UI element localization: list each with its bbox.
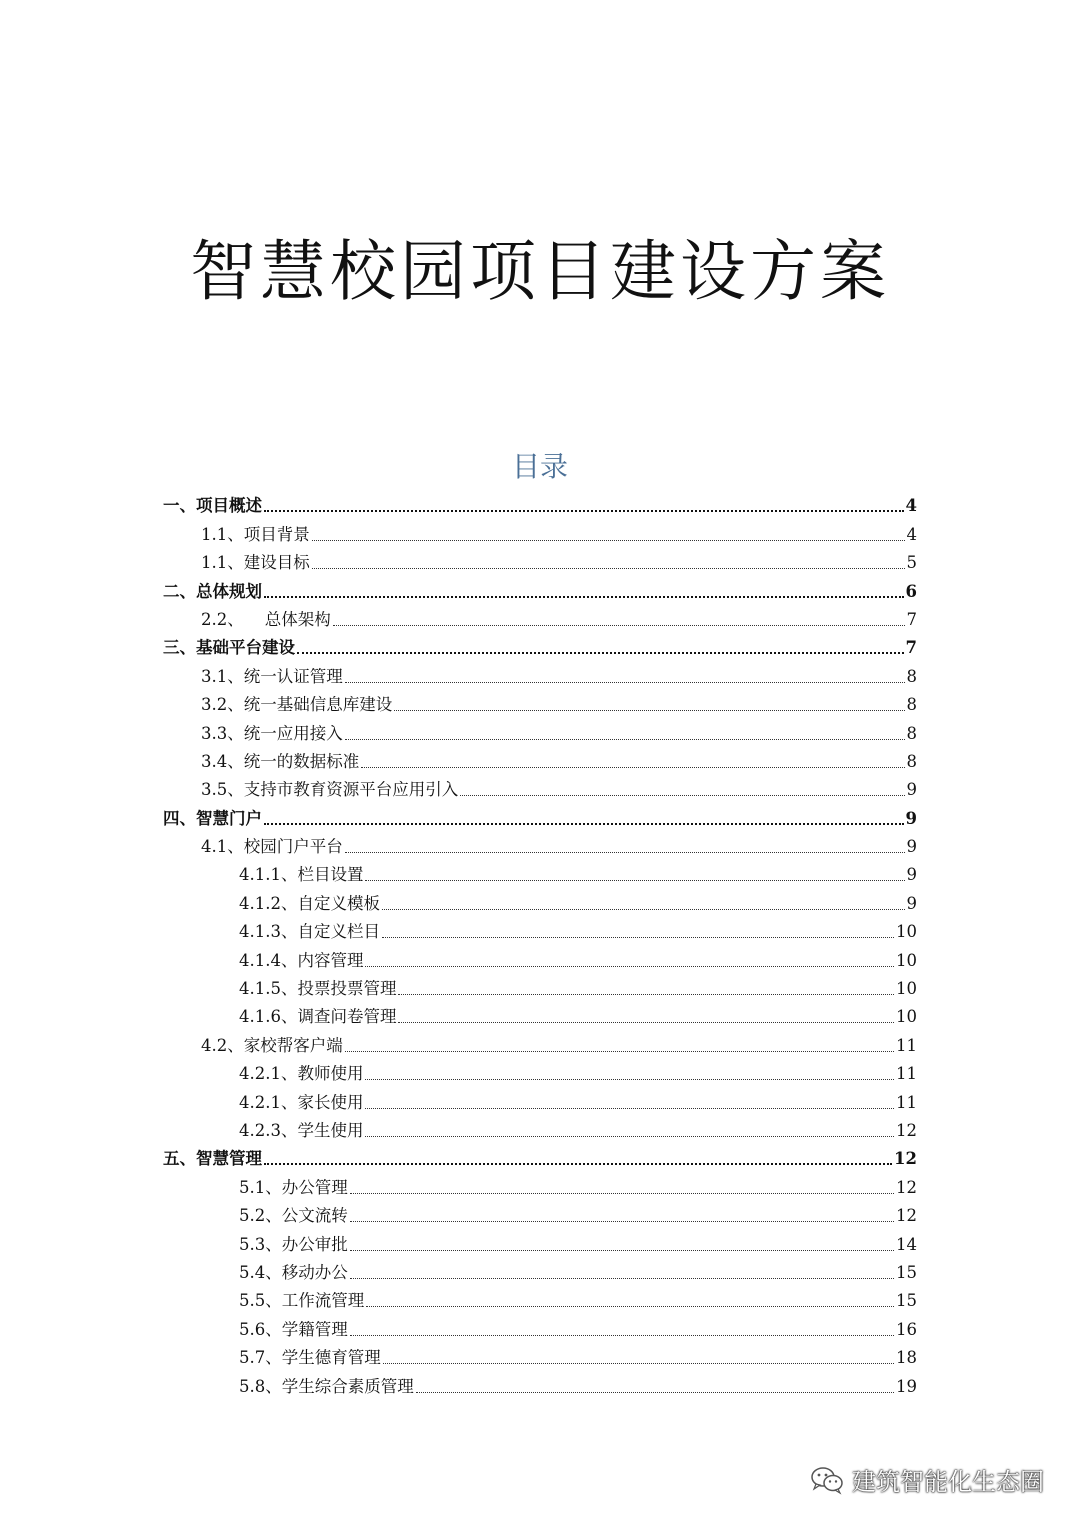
toc-entry[interactable] xyxy=(163,1343,917,1371)
toc-leader-dots xyxy=(361,766,904,768)
toc-leader-dots xyxy=(345,681,905,683)
toc-entry[interactable] xyxy=(163,1371,917,1399)
watermark-text: 建筑智能化生态圈 xyxy=(852,1468,1044,1496)
toc-entry-label: 一、项目概述 xyxy=(163,496,262,516)
toc-entry-label: 4.1.4、内容管理 xyxy=(239,950,364,970)
toc-entry-page: 11 xyxy=(896,1035,917,1055)
toc-entry-label: 5.4、移动办公 xyxy=(239,1262,348,1282)
toc-entry-label: 4.1.1、栏目设置 xyxy=(239,865,364,885)
toc-entry-page: 9 xyxy=(906,780,917,800)
toc-entry[interactable] xyxy=(163,974,917,1002)
toc-entry[interactable] xyxy=(163,1314,917,1342)
toc-leader-dots xyxy=(350,1277,894,1279)
toc-entry-label: 3.3、统一应用接入 xyxy=(201,723,343,743)
toc-entry[interactable] xyxy=(163,1258,917,1286)
toc-entry-page: 11 xyxy=(896,1064,917,1084)
toc-entry-page: 14 xyxy=(896,1234,917,1254)
toc-entry[interactable] xyxy=(163,690,917,718)
toc-entry-page: 9 xyxy=(905,808,917,828)
toc-entry-page: 8 xyxy=(906,666,917,686)
toc-entry[interactable] xyxy=(163,1229,917,1257)
toc-leader-dots xyxy=(365,879,904,881)
toc-entry-label: 四、智慧门户 xyxy=(163,808,262,828)
toc-entry-label: 2.2、 总体架构 xyxy=(201,609,331,629)
toc-entry-label: 1.1、建设目标 xyxy=(201,553,310,573)
toc-entry-label: 4.1.6、调查问卷管理 xyxy=(239,1007,397,1027)
toc-entry[interactable] xyxy=(163,803,917,831)
toc-entry-label: 5.3、办公审批 xyxy=(239,1234,348,1254)
toc-entry-label: 4.1.3、自定义栏目 xyxy=(239,922,380,942)
toc-entry-page: 9 xyxy=(906,865,917,885)
toc-entry[interactable] xyxy=(163,548,917,576)
toc-entry-label: 4.1.5、投票投票管理 xyxy=(239,979,397,999)
toc-entry-page: 9 xyxy=(906,893,917,913)
toc-leader-dots xyxy=(382,908,905,910)
toc-entry[interactable] xyxy=(163,633,917,661)
toc-entry-label: 4.1、校园门户平台 xyxy=(201,837,343,857)
toc-entry-page: 15 xyxy=(896,1291,917,1311)
toc-entry[interactable] xyxy=(163,888,917,916)
toc-entry-page: 7 xyxy=(905,638,917,658)
toc-leader-dots xyxy=(264,822,904,825)
toc-entry-label: 3.4、统一的数据标准 xyxy=(201,751,360,771)
toc-entry[interactable] xyxy=(163,917,917,945)
toc-entry-label: 5.2、公文流转 xyxy=(239,1206,348,1226)
toc-entry[interactable] xyxy=(163,832,917,860)
toc-entry[interactable] xyxy=(163,1144,917,1172)
toc-leader-dots xyxy=(382,936,894,938)
toc-entry-page: 8 xyxy=(906,723,917,743)
toc-entry-page: 4 xyxy=(906,524,917,544)
watermark xyxy=(810,1462,1044,1497)
toc-entry-page: 12 xyxy=(894,1149,917,1169)
toc-entry[interactable] xyxy=(163,747,917,775)
toc-leader-dots xyxy=(365,1078,894,1080)
toc-entry[interactable] xyxy=(163,945,917,973)
toc-entry-page: 5 xyxy=(906,553,917,573)
toc-entry[interactable] xyxy=(163,576,917,604)
toc-leader-dots xyxy=(365,965,894,967)
toc-leader-dots xyxy=(365,1135,894,1137)
toc-entry-label: 3.2、统一基础信息库建设 xyxy=(201,695,393,715)
toc-entry-page: 4 xyxy=(905,496,917,516)
toc-entry[interactable] xyxy=(163,491,917,519)
toc-entry[interactable] xyxy=(163,1116,917,1144)
toc-entry-label: 1.1、项目背景 xyxy=(201,524,310,544)
toc-leader-dots xyxy=(398,1021,894,1023)
toc-heading: 目录 xyxy=(511,450,568,483)
toc-leader-dots xyxy=(345,738,905,740)
toc-entry-page: 19 xyxy=(896,1376,917,1396)
wechat-icon xyxy=(810,1465,844,1495)
toc-entry-page: 16 xyxy=(896,1319,917,1339)
toc-entry-label: 3.1、统一认证管理 xyxy=(201,666,343,686)
toc-entry-page: 12 xyxy=(896,1206,917,1226)
toc-entry[interactable] xyxy=(163,718,917,746)
toc-entry[interactable] xyxy=(163,1059,917,1087)
toc-entry[interactable] xyxy=(163,1002,917,1030)
toc-leader-dots xyxy=(350,1249,894,1251)
toc-entry-page: 7 xyxy=(906,609,917,629)
toc-leader-dots xyxy=(350,1192,894,1194)
toc-entry[interactable] xyxy=(163,1030,917,1058)
toc-entry-label: 4.2、家校帮客户端 xyxy=(201,1035,343,1055)
toc-entry-label: 3.5、支持市教育资源平台应用引入 xyxy=(201,780,459,800)
toc-entry-page: 10 xyxy=(896,1007,917,1027)
toc-leader-dots xyxy=(345,851,905,853)
toc-entry[interactable] xyxy=(163,775,917,803)
toc-leader-dots xyxy=(264,509,904,512)
toc-entry-page: 15 xyxy=(896,1262,917,1282)
toc-entry-page: 10 xyxy=(896,950,917,970)
toc-entry[interactable] xyxy=(163,860,917,888)
toc-entry-label: 4.2.1、教师使用 xyxy=(239,1064,364,1084)
toc-entry[interactable] xyxy=(163,661,917,689)
toc-entry-page: 8 xyxy=(906,751,917,771)
toc-entry-label: 5.5、工作流管理 xyxy=(239,1291,365,1311)
toc-leader-dots xyxy=(366,1305,894,1307)
toc-leader-dots xyxy=(460,794,904,796)
toc-entry-label: 二、总体规划 xyxy=(163,581,262,601)
toc-entry[interactable] xyxy=(163,1201,917,1229)
toc-leader-dots xyxy=(297,651,904,654)
toc-entry-label: 5.6、学籍管理 xyxy=(239,1319,348,1339)
toc-leader-dots xyxy=(416,1391,894,1393)
document-title: 智慧校园项目建设方案 xyxy=(190,233,890,310)
toc-leader-dots xyxy=(350,1334,894,1336)
toc-entry-page: 11 xyxy=(896,1092,917,1112)
toc-leader-dots xyxy=(312,567,905,569)
toc-leader-dots xyxy=(383,1362,894,1364)
toc-entry-label: 五、智慧管理 xyxy=(163,1149,262,1169)
toc-entry-page: 10 xyxy=(896,979,917,999)
toc-entry-page: 6 xyxy=(905,581,917,601)
toc-entry[interactable] xyxy=(163,605,917,633)
toc-leader-dots xyxy=(398,993,894,995)
toc-entry[interactable] xyxy=(163,519,917,547)
toc-entry[interactable] xyxy=(163,1172,917,1200)
toc-entry-page: 12 xyxy=(896,1120,917,1140)
toc-leader-dots xyxy=(345,1050,894,1052)
toc-entry-page: 8 xyxy=(906,695,917,715)
toc-entry[interactable] xyxy=(163,1286,917,1314)
toc-leader-dots xyxy=(394,709,904,711)
toc-entry-label: 5.1、办公管理 xyxy=(239,1177,348,1197)
toc-entry-page: 18 xyxy=(896,1348,917,1368)
toc-entry[interactable] xyxy=(163,1087,917,1115)
toc-entry-page: 10 xyxy=(896,922,917,942)
toc-leader-dots xyxy=(312,539,905,541)
toc-entry-label: 4.2.3、学生使用 xyxy=(239,1120,364,1140)
toc-entry-page: 9 xyxy=(906,837,917,857)
table-of-contents xyxy=(163,491,917,1400)
toc-leader-dots xyxy=(350,1220,894,1222)
toc-leader-dots xyxy=(264,595,904,598)
toc-entry-label: 4.2.1、家长使用 xyxy=(239,1092,364,1112)
toc-entry-label: 4.1.2、自定义模板 xyxy=(239,893,380,913)
toc-entry-label: 5.8、学生综合素质管理 xyxy=(239,1376,414,1396)
toc-entry-label: 三、基础平台建设 xyxy=(163,638,295,658)
toc-leader-dots xyxy=(333,624,905,626)
toc-entry-label: 5.7、学生德育管理 xyxy=(239,1348,381,1368)
toc-leader-dots xyxy=(264,1162,892,1165)
toc-leader-dots xyxy=(365,1107,894,1109)
toc-entry-page: 12 xyxy=(896,1177,917,1197)
